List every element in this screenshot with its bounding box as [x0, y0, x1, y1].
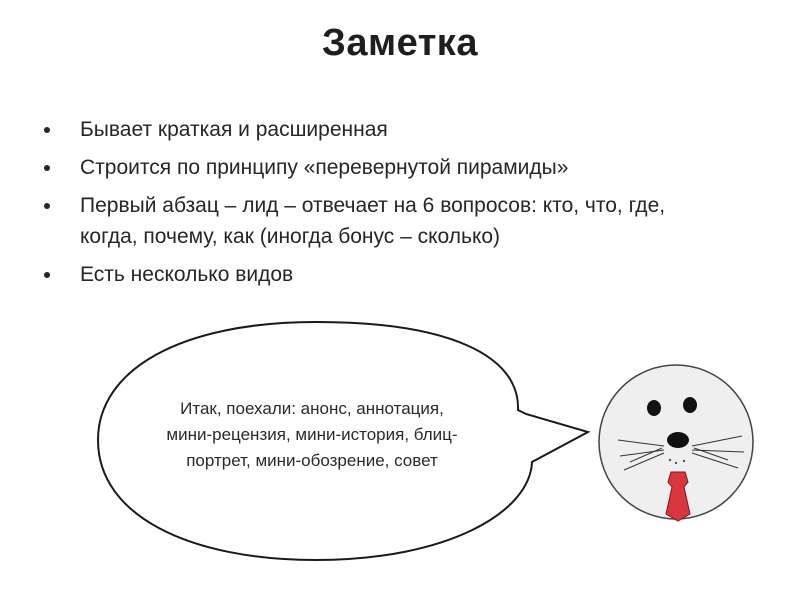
bubble-line: Итак, поехали: анонс, аннотация, [180, 399, 444, 418]
bubble-text [112, 396, 512, 474]
bubble-line: мини-рецензия, мини-история, блиц- [166, 425, 458, 444]
slide-title: Заметка [322, 22, 478, 64]
bullet-text: Есть несколько видов [80, 263, 294, 286]
bubble-line: портрет, мини-обозрение, совет [186, 451, 438, 470]
bullet-text: Первый абзац – лид – отвечает на 6 вопросов: кто, что, где, когда, почему, как (иногда бонус – сколько) [80, 194, 666, 248]
bullet-text: Строится по принципу «перевернутой пирамиды» [80, 156, 569, 179]
seal-face-icon [599, 365, 753, 521]
bullet-text: Бывает краткая и расширенная [80, 118, 388, 141]
